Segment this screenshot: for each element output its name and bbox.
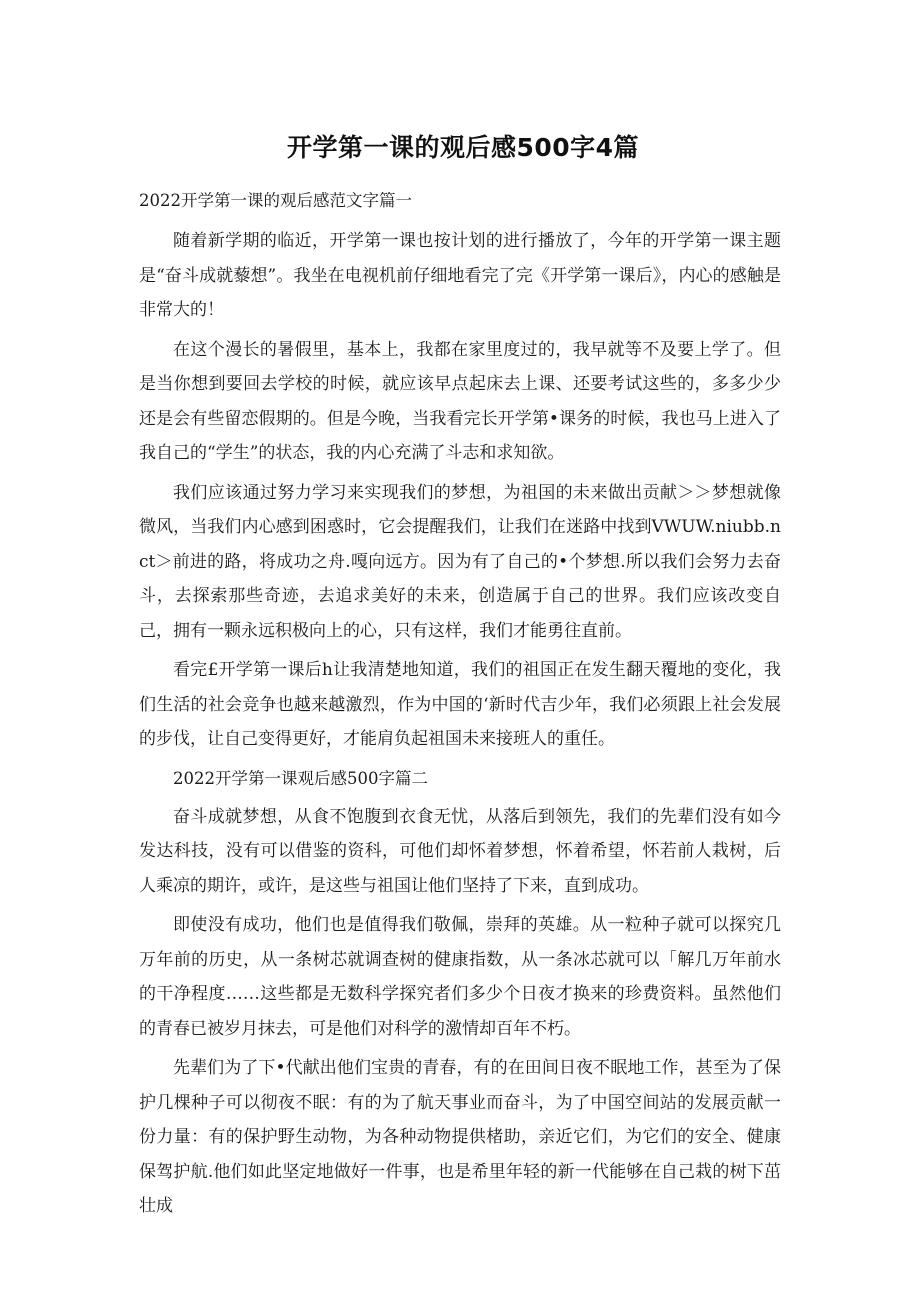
document-page bbox=[139, 128, 781, 1229]
section-one-paragraph-3: 我们应该通过努力学习来实现我们的梦想，为祖国的未来做出贡献＞＞梦想就像微风，当我们内心感到困惑时，它会提醒我们，让我们在迷路中找到VWUW.niubb.nct＞前进的路，将成功之舟.嘎向远方。因为有了自己的•个梦想.所以我们会努力去奋斗，去探索那些奇迹，去追求美好的未来，创造属于自己的世界。我们应该改变自己，拥有一颗永远积极向上的心，只有这样，我们才能勇往直前。 bbox=[139, 482, 781, 641]
section-one-paragraph-4: 看完£开学第一课后h让我清楚地知道，我们的祖国正在发生翻天覆地的变化，我们生活的社会竞争也越来越激烈，作为中国的‘新时代吉少年，我们必须跟上社会发展的步伐，让自己变得更好，才能肩负起祖国未来接班人的重任。 bbox=[139, 660, 781, 749]
section-two-paragraph-2: 即使没有成功，他们也是值得我们敬佩，崇拜的英雄。从一粒种子就可以探究几万年前的历史，从一条树芯就调查树的健康指数，从一条冰芯就可以「解几万年前水的干净程度……这些都是无数科学探究者们多少个日夜才换来的珍费资料。虽然他们的青春已被岁月抹去，可是他们对科学的激情却百年不朽。 bbox=[139, 915, 781, 1039]
section-one-heading: 2022开学第一课的观后感范文字篇一 bbox=[139, 191, 412, 210]
section-two-heading: 2022开学第一课观后感500字篇二 bbox=[173, 768, 428, 788]
section-two-paragraph-1: 奋斗成就梦想，从食不饱腹到衣食无忧，从落后到领先，我们的先辈们没有如今发达科技，没有可以借鉴的资科，可他们却怀着梦想，怀着希望，怀若前人栽树，后人乘凉的期许，或许，是这些与祖国让他们坚持了下来，直到成功。 bbox=[139, 806, 781, 896]
section-two-paragraph-3: 先辈们为了下•代献出他们宝贵的青春，有的在田间日夜不眠地工作，甚至为了保护几棵种子可以彻夜不眠：有的为了航天事业而奋斗，为了中国空间站的发展贡献一份力量：有的保护野生动物，为各种动物提供楮助，亲近它们，为它们的安全、健康保驾护航.他们如此坚定地做好一件事，也是希里年轻的新一代能够在自己栽的树下茁壮成 bbox=[139, 1058, 781, 1216]
section-one-paragraph-1: 随着新学期的临近，开学第一课也按计划的进行播放了，今年的开学第一课主题是“奋斗成就藜想”。我坐在电视机前仔细地看完了完《开学第一课后》，内心的感触是非常大的！ bbox=[139, 231, 781, 320]
document-title: 开学第一课的观后感500字4篇 bbox=[286, 133, 640, 162]
section-one-paragraph-2: 在这个漫长的暑假里，基本上，我都在家里度过的，我早就等不及要上学了。但是当你想到要回去学校的时候，就应该早点起床去上课、还要考试这些的，多多少少还是会有些留恋假期的。但是今晚，当我看完长开学第•课务的时候，我也马上进入了我自己的“学生”的状态，我的内心充满了斗志和求知欲。 bbox=[139, 339, 781, 463]
